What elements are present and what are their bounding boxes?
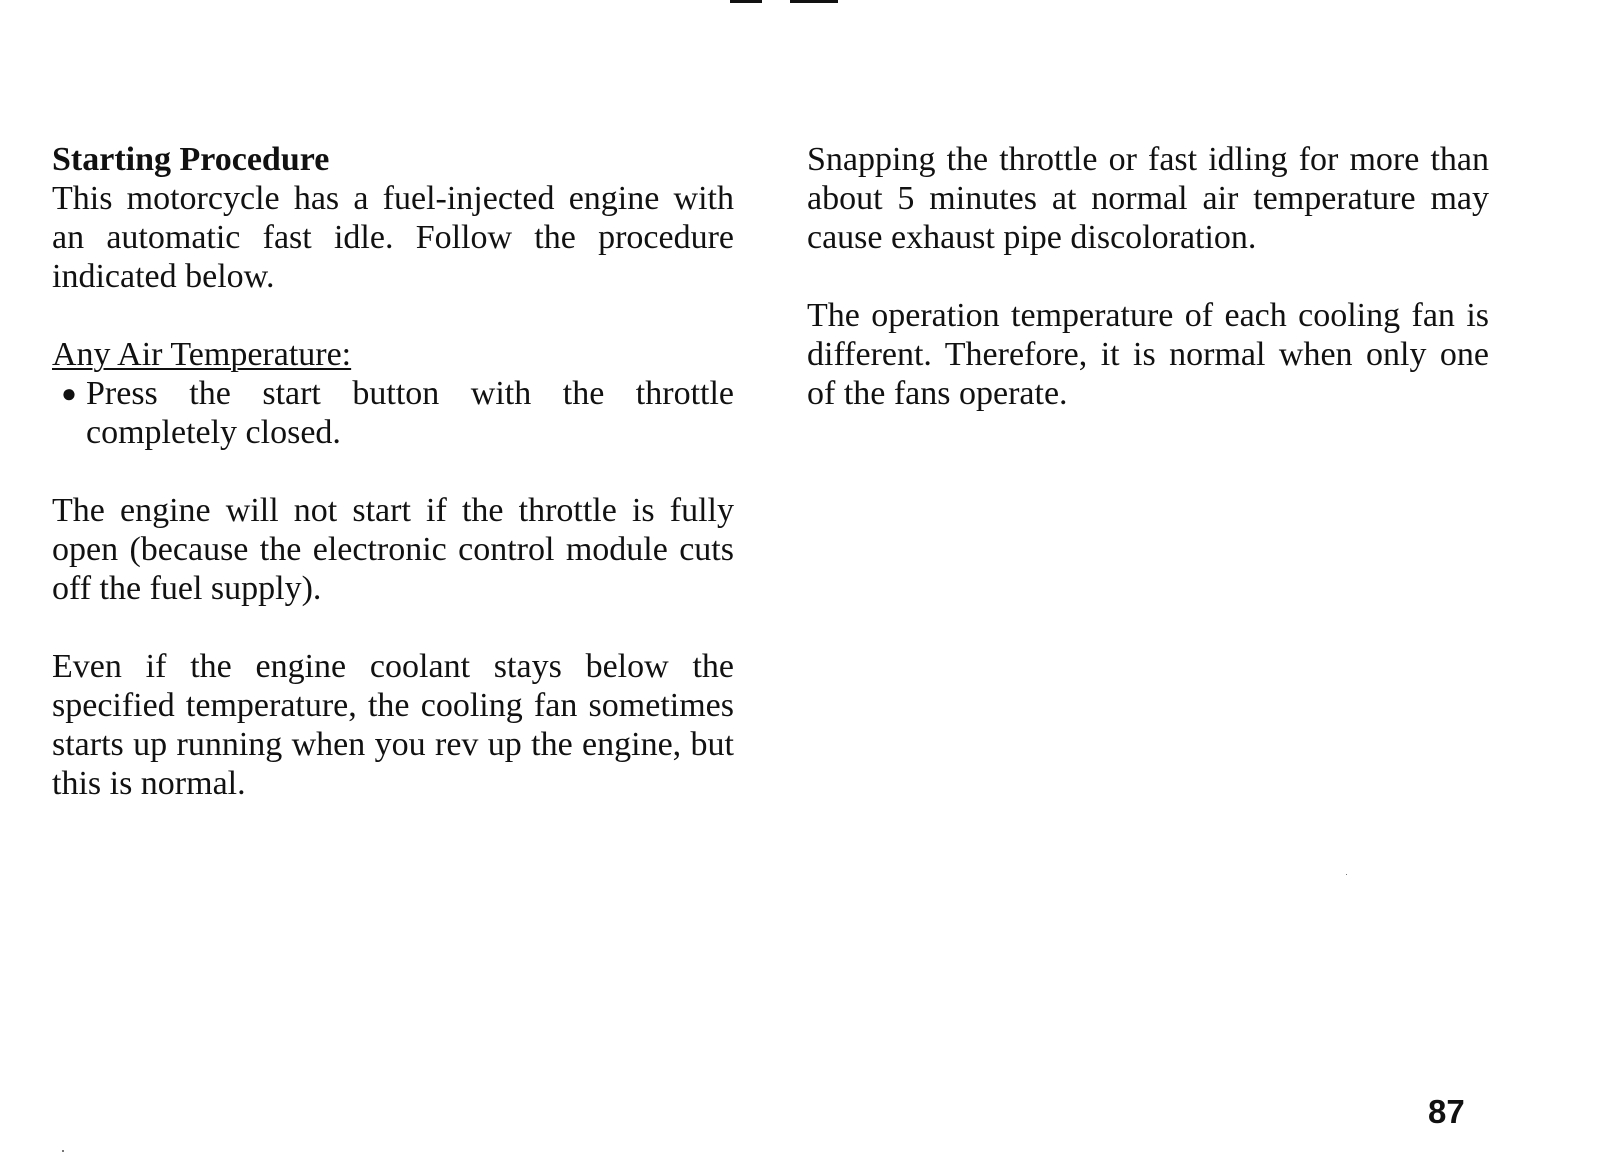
cooling-fan-paragraph: Even if the engine coolant stays below the specified temperature, the cooling fan sometimes starts up running when you rev up the engine, but this is normal. [52, 648, 734, 802]
bullet-item [52, 374, 734, 452]
engine-start-paragraph: The engine will not start if the throttle is fully open (because the electronic control module cuts off the fuel supply). [52, 492, 734, 607]
page-number: 87 [1428, 1093, 1465, 1130]
throttle-snapping-paragraph: Snapping the throttle or fast idling for more than about 5 minutes at normal air temperature may cause exhaust pipe discoloration. [807, 141, 1489, 256]
scan-speck [62, 1150, 64, 1152]
fan-operation-paragraph: The operation temperature of each cooling fan is different. Therefore, it is normal when only one of the fans operate. [807, 297, 1489, 412]
left-column [52, 140, 734, 803]
scan-speck [1346, 874, 1347, 875]
right-column [807, 140, 1489, 413]
top-edge-marks [730, 0, 840, 4]
bullet-text: Press the start button with the throttle completely closed. [86, 375, 734, 451]
intro-paragraph: This motorcycle has a fuel-injected engine with an automatic fast idle. Follow the procedure indicated below. [52, 180, 734, 295]
section-heading: Starting Procedure [52, 141, 330, 178]
bullet-icon: ● [61, 379, 77, 408]
subheading-any-air-temperature: Any Air Temperature: [52, 336, 352, 373]
